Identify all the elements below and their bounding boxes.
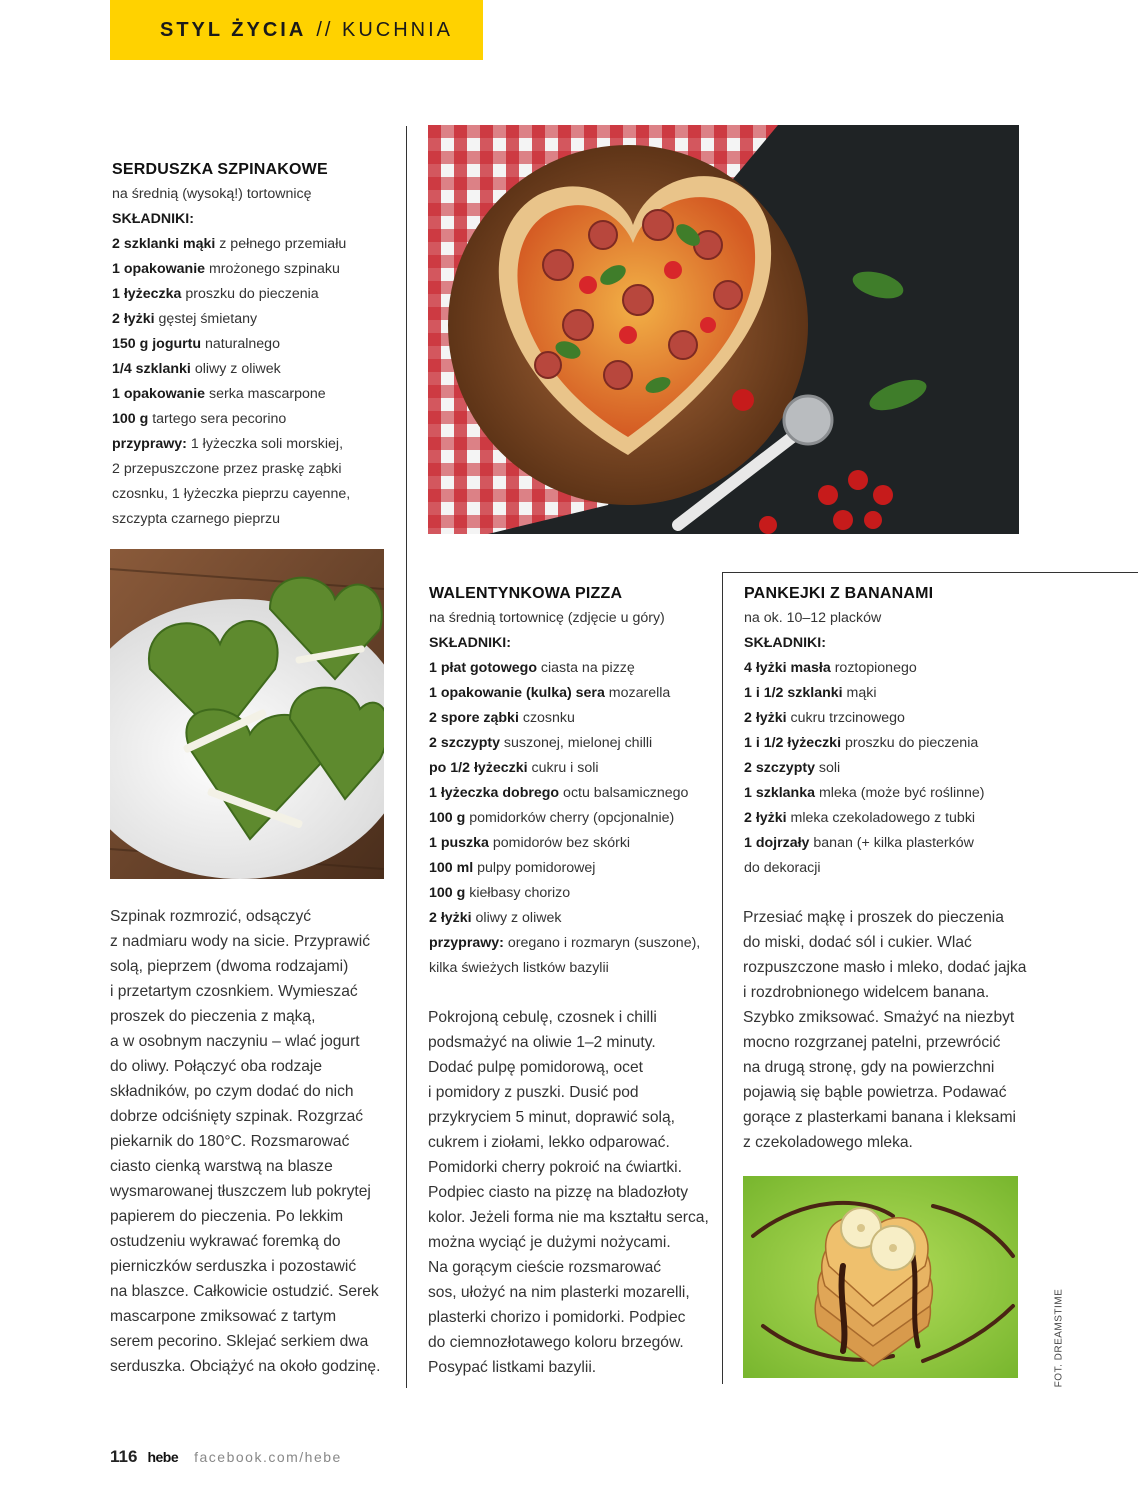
ingredient-text: czosnku, 1 łyżeczka pieprzu cayenne, (112, 486, 351, 502)
ingredient-item (429, 681, 719, 706)
page-number: 116 (110, 1447, 138, 1466)
method-line: Pokrojoną cebulę, czosnek i chilli (428, 1009, 657, 1026)
ingredients-label: SKŁADNIKI: (744, 635, 826, 651)
ingredient-item (112, 257, 402, 282)
ingredient-item (112, 307, 402, 332)
method-line: z nadmiaru wody na sicie. Przyprawić (110, 933, 370, 950)
method-line: i rozdrobnionego widelcem banana. (743, 984, 990, 1001)
ingredient-text: mrożonego szpinaku (205, 261, 340, 277)
method-line: ostudzeniu wykrawać foremką do (110, 1233, 341, 1250)
photo-credit-text: FOT. DREAMSTIME (1053, 1288, 1065, 1387)
ingredient-amount: 1 i 1/2 szklanki (744, 685, 843, 701)
section-name: STYL ŻYCIA (160, 18, 307, 41)
ingredients-list (429, 656, 719, 981)
brand-logo: hebe (147, 1449, 179, 1465)
ingredient-item (112, 382, 402, 407)
ingredient-text: gęstej śmietany (154, 311, 258, 327)
ingredient-text: kilka świeżych listków bazylii (429, 960, 609, 976)
ingredient-amount: 2 łyżki (744, 810, 787, 826)
method-line: można wyciąć je dużymi nożycami. (428, 1234, 671, 1251)
subsection-name: // KUCHNIA (316, 18, 453, 41)
method-line: na blaszce. Całkowicie ostudzić. Serek (110, 1283, 379, 1300)
method-line: Podpiec ciasto na pizzę na bladozłoty (428, 1184, 689, 1201)
method-line: kolor. Jeżeli forma nie ma kształtu serca, (428, 1209, 709, 1226)
ingredient-item (112, 507, 402, 532)
ingredient-item (429, 956, 719, 981)
method-line: z czekoladowego mleka. (743, 1134, 913, 1151)
ingredient-text: pomidorów bez skórki (488, 835, 631, 851)
method-line: składników, po czym dodać do nich (110, 1083, 354, 1100)
ingredient-amount: 100 g (429, 810, 466, 826)
ingredient-amount: 1 płat gotowego (429, 660, 537, 676)
column-top-rule (722, 572, 1138, 573)
method-line: i przetartym czosnkiem. Wymieszać (110, 983, 358, 1000)
ingredient-text: cukru i soli (527, 760, 599, 776)
ingredient-amount: 2 szczypty (744, 760, 815, 776)
ingredient-text: cukru trzcinowego (786, 710, 905, 726)
ingredient-item (429, 656, 719, 681)
method-line: do oliwy. Połączyć oba rodzaje (110, 1058, 323, 1075)
ingredient-amount: po 1/2 łyżeczki (429, 760, 528, 776)
ingredient-item (112, 357, 402, 382)
ingredient-amount: 2 spore ząbki (429, 710, 519, 726)
method-line: pojawią się bąble powietrza. Podawać (743, 1084, 1007, 1101)
ingredient-amount: 100 ml (429, 860, 474, 876)
ingredient-text: mleka czekoladowego z tubki (786, 810, 976, 826)
ingredient-text: oliwy z oliwek (190, 361, 281, 377)
ingredient-text: oliwy z oliwek (471, 910, 562, 926)
recipe-valentine-pizza (429, 581, 719, 981)
ingredients-list (112, 232, 402, 532)
facebook-link[interactable]: facebook.com/hebe (194, 1449, 342, 1465)
section-header (110, 0, 483, 60)
method-line: Szpinak rozmrozić, odsączyć (110, 908, 312, 925)
ingredient-text: roztopionego (830, 660, 917, 676)
column-divider-1 (406, 126, 407, 1388)
method-line: do miski, dodać sól i cukier. Wlać (743, 934, 972, 951)
ingredient-text: 1 łyżeczka soli morskiej, (186, 436, 344, 452)
ingredient-amount: 2 szczypty (429, 735, 500, 751)
ingredient-text: mąki (842, 685, 877, 701)
ingredient-amount: 150 g jogurtu (112, 336, 202, 352)
ingredient-item (112, 482, 402, 507)
ingredient-text: czosnku (518, 710, 575, 726)
ingredient-text: do dekoracji (744, 860, 821, 876)
ingredient-item (112, 332, 402, 357)
ingredient-amount: 1 łyżeczka (112, 286, 182, 302)
ingredient-item (429, 881, 719, 906)
ingredient-item (429, 831, 719, 856)
recipe-subtitle: na średnią (wysoką!) tortownicę (112, 186, 312, 202)
ingredient-text: mleka (może być roślinne) (815, 785, 985, 801)
method-line: sos, ułożyć na nim plasterki mozarelli, (428, 1284, 690, 1301)
method-line: serem pecorino. Sklejać serkiem dwa (110, 1333, 369, 1350)
ingredient-item (744, 806, 1034, 831)
ingredients-label: SKŁADNIKI: (429, 635, 511, 651)
method-line: do ciemnozłotawego koloru brzegów. (428, 1334, 684, 1351)
ingredient-item (429, 856, 719, 881)
method-line: a w osobnym naczyniu – wlać jogurt (110, 1033, 360, 1050)
ingredient-amount: 2 szklanki mąki (112, 236, 216, 252)
ingredient-text: suszonej, mielonej chilli (499, 735, 653, 751)
method-line: serduszka. Obciążyć na około godzinę. (110, 1358, 381, 1375)
ingredient-amount: 1 puszka (429, 835, 489, 851)
ingredient-amount: 1 szklanka (744, 785, 815, 801)
ingredient-item (112, 432, 402, 457)
ingredient-item (429, 706, 719, 731)
ingredient-item (744, 706, 1034, 731)
method-line: dobrze odciśnięty szpinak. Rozgrzać (110, 1108, 364, 1125)
method-line: piekarnik do 180°C. Rozsmarować (110, 1133, 350, 1150)
recipe-spinach-hearts (112, 157, 402, 532)
method-line: ciasto cienką warstwą na blasze (110, 1158, 333, 1175)
ingredient-text: pomidorków cherry (opcjonalnie) (465, 810, 675, 826)
method-line: Szybko zmiksować. Smażyć na niezbyt (743, 1009, 1015, 1026)
ingredient-item (112, 457, 402, 482)
ingredient-amount: 1 opakowanie (112, 261, 206, 277)
ingredient-item (744, 756, 1034, 781)
method-line: na drugą stronę, gdy na powierzchni (743, 1059, 995, 1076)
ingredient-amount: 2 łyżki (744, 710, 787, 726)
ingredient-amount: 2 łyżki (429, 910, 472, 926)
recipe-title: SERDUSZKA SZPINAKOWE (112, 161, 328, 178)
method-line: gorące z plasterkami banana i kleksami (743, 1109, 1017, 1126)
ingredient-text: banan (+ kilka plasterków (809, 835, 974, 851)
ingredient-amount: 1 opakowanie (kulka) sera (429, 685, 605, 701)
ingredient-item (112, 282, 402, 307)
recipe-title: WALENTYNKOWA PIZZA (429, 585, 623, 602)
method-line: pierniczków serduszka i pozostawić (110, 1258, 357, 1275)
method-line: mascarpone zmiksować z tartym (110, 1308, 337, 1325)
ingredients-list (744, 656, 1034, 881)
ingredient-text: z pełnego przemiału (215, 236, 347, 252)
ingredient-item (744, 856, 1034, 881)
heart-pizza-photo (428, 125, 1019, 534)
recipe-subtitle: na średnią tortownicę (zdjęcie u góry) (429, 610, 665, 626)
method-line: przykryciem 5 minut, doprawić solą, (428, 1109, 675, 1126)
ingredient-text: proszku do pieczenia (841, 735, 979, 751)
ingredient-amount: 100 g (112, 411, 149, 427)
ingredient-amount: 1/4 szklanki (112, 361, 191, 377)
ingredient-text: soli (814, 760, 841, 776)
ingredient-amount: przyprawy: (112, 436, 187, 452)
recipe-method-spinach (110, 904, 400, 1379)
method-line: Posypać listkami bazylii. (428, 1359, 597, 1376)
recipe-method-pancakes (743, 905, 1033, 1155)
method-line: mocno rozgrzanej patelni, przewrócić (743, 1034, 1001, 1051)
ingredient-item (744, 656, 1034, 681)
ingredient-amount: 100 g (429, 885, 466, 901)
ingredient-text: octu balsamicznego (559, 785, 689, 801)
method-line: solą, pieprzem (dwoma rodzajami) (110, 958, 349, 975)
ingredient-text: pulpy pomidorowej (473, 860, 596, 876)
ingredient-text: oregano i rozmaryn (suszone), (503, 935, 701, 951)
recipe-method-pizza (428, 1005, 718, 1380)
ingredient-amount: 4 łyżki masła (744, 660, 831, 676)
ingredient-item (744, 681, 1034, 706)
recipe-banana-pancakes (744, 581, 1034, 881)
ingredient-amount: 1 i 1/2 łyżeczki (744, 735, 842, 751)
ingredient-text: serka mascarpone (205, 386, 326, 402)
ingredient-item (744, 831, 1034, 856)
banana-pancakes-photo (743, 1176, 1018, 1378)
ingredient-text: ciasta na pizzę (536, 660, 635, 676)
recipe-subtitle: na ok. 10–12 placków (744, 610, 882, 626)
method-line: wysmarowanej tłuszczem lub pokrytej (110, 1183, 371, 1200)
ingredient-text: kiełbasy chorizo (465, 885, 571, 901)
ingredient-item (429, 906, 719, 931)
method-line: plasterki chorizo i pomidorki. Podpiec (428, 1309, 686, 1326)
method-line: Na gorącym cieście rozsmarować (428, 1259, 662, 1276)
ingredient-item (429, 731, 719, 756)
method-line: Przesiać mąkę i proszek do pieczenia (743, 909, 1004, 926)
ingredient-text: proszku do pieczenia (181, 286, 319, 302)
ingredient-amount: 1 opakowanie (112, 386, 206, 402)
method-line: Dodać pulpę pomidorową, ocet (428, 1059, 643, 1076)
method-line: Pomidorki cherry pokroić na ćwiartki. (428, 1159, 682, 1176)
ingredient-item (429, 756, 719, 781)
ingredient-amount: 1 łyżeczka dobrego (429, 785, 560, 801)
page-footer (110, 1447, 342, 1467)
ingredient-item (429, 781, 719, 806)
ingredient-text: naturalnego (201, 336, 280, 352)
ingredient-item (429, 931, 719, 956)
ingredient-text: szczypta czarnego pieprzu (112, 511, 280, 527)
photo-credit (1052, 1290, 1066, 1385)
method-line: podsmażyć na oliwie 1–2 minuty. (428, 1034, 656, 1051)
column-divider-2 (722, 572, 723, 1384)
method-line: papierem do pieczenia. Po lekkim (110, 1208, 344, 1225)
ingredients-label: SKŁADNIKI: (112, 211, 194, 227)
ingredient-item (112, 407, 402, 432)
ingredient-text: 2 przepuszczone przez praskę ząbki (112, 461, 342, 477)
ingredient-amount: przyprawy: (429, 935, 504, 951)
ingredient-item (112, 232, 402, 257)
ingredient-item (744, 731, 1034, 756)
method-line: cukrem i ziołami, lekko odparować. (428, 1134, 670, 1151)
method-line: proszek do pieczenia z mąką, (110, 1008, 316, 1025)
method-line: i pomidory z puszki. Dusić pod (428, 1084, 639, 1101)
recipe-title: PANKEJKI Z BANANAMI (744, 585, 934, 602)
ingredient-amount: 1 dojrzały (744, 835, 810, 851)
method-line: rozpuszczone masło i mleko, dodać jajka (743, 959, 1027, 976)
spinach-hearts-photo (110, 549, 384, 879)
ingredient-item (744, 781, 1034, 806)
ingredient-text: tartego sera pecorino (148, 411, 287, 427)
ingredient-amount: 2 łyżki (112, 311, 155, 327)
ingredient-text: mozarella (604, 685, 671, 701)
ingredient-item (429, 806, 719, 831)
